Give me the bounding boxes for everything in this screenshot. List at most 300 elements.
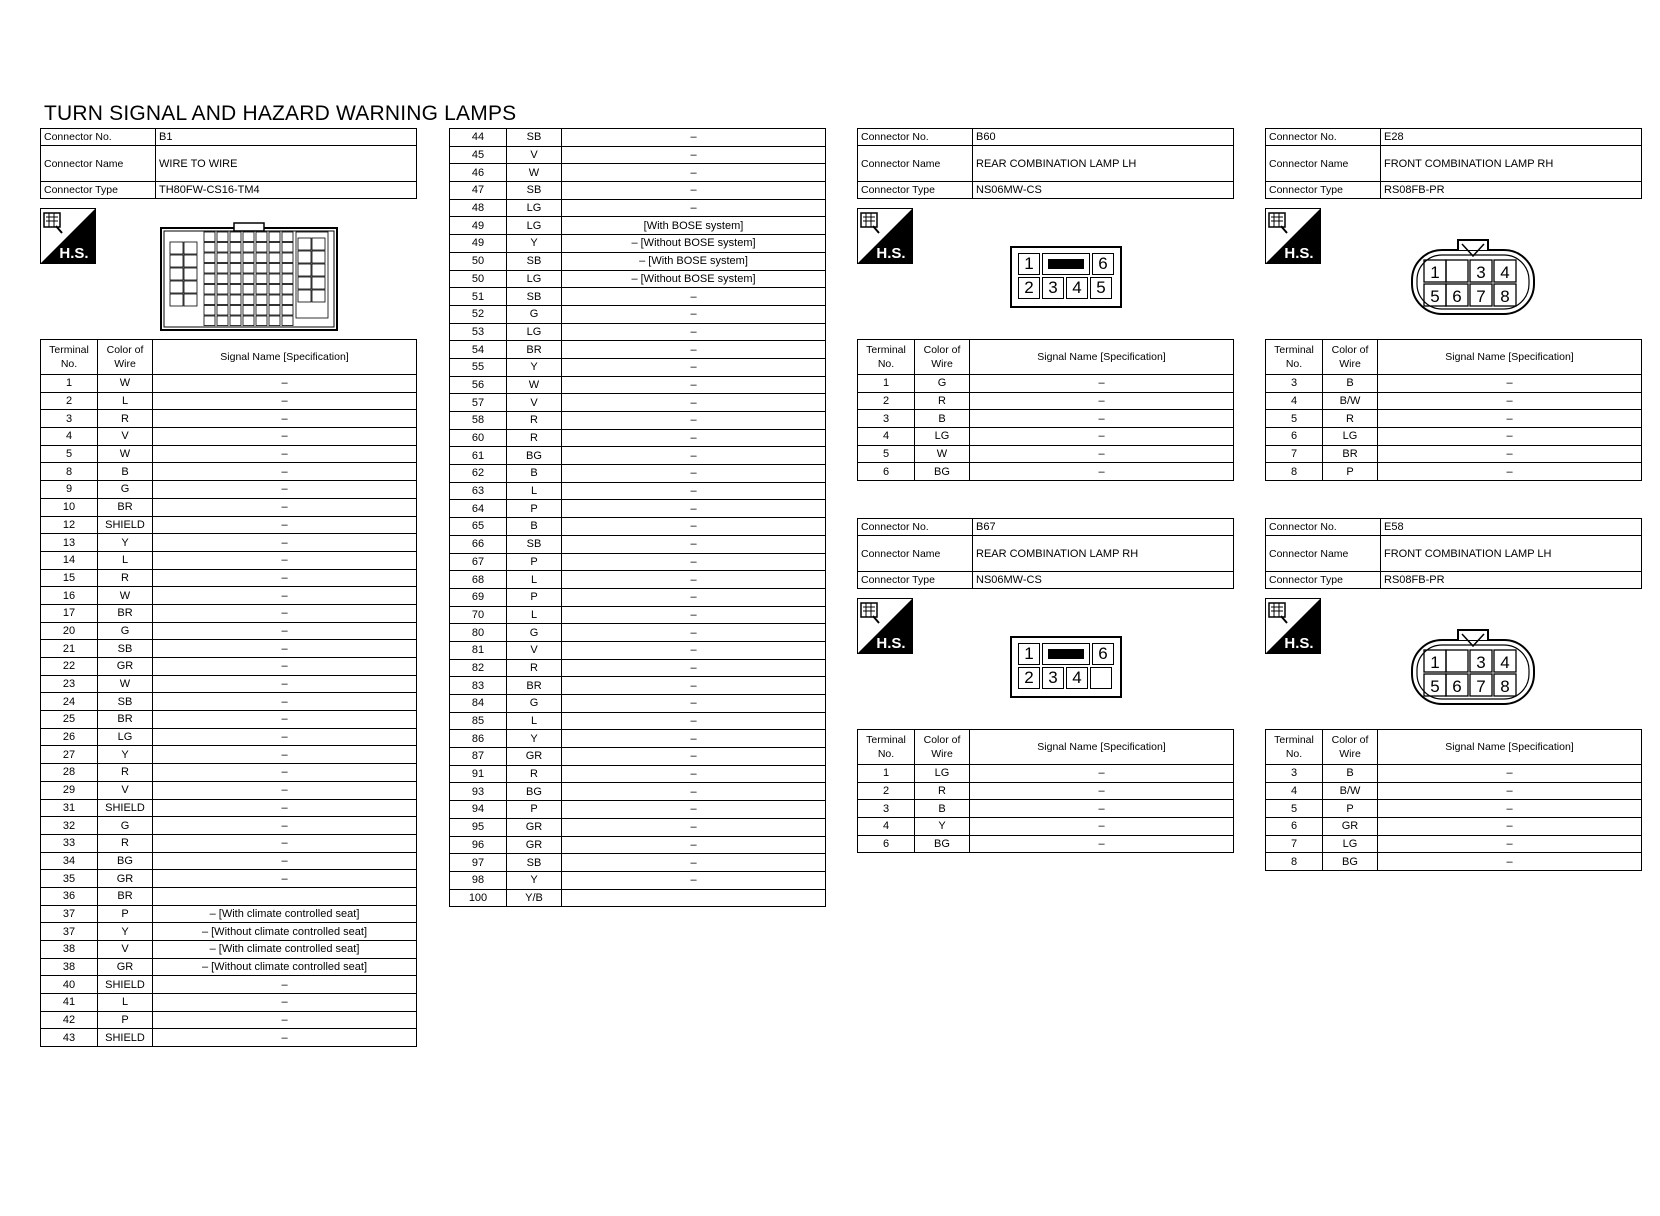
terminal-no-cell: 43 xyxy=(41,1029,98,1047)
b67-connector-face xyxy=(1010,636,1122,698)
signal-name-cell: – xyxy=(153,994,417,1012)
table-row xyxy=(450,712,826,730)
wire-color-cell: B xyxy=(507,518,562,536)
hs-label: H.S. xyxy=(59,245,89,262)
table-row xyxy=(1266,375,1642,393)
terminal-no-cell: 14 xyxy=(41,551,98,569)
wire-color-cell: BR xyxy=(98,604,153,622)
connector-name-value: REAR COMBINATION LAMP LH xyxy=(973,146,1234,182)
terminal-no-cell: 100 xyxy=(450,889,507,907)
table-row xyxy=(41,870,417,888)
wire-color-cell: P xyxy=(98,1011,153,1029)
connector-pin: 6 xyxy=(1452,287,1462,306)
table-row xyxy=(450,412,826,430)
terminal-no-cell: 25 xyxy=(41,711,98,729)
wire-color-cell: R xyxy=(507,429,562,447)
signal-name-cell: – xyxy=(153,481,417,499)
wire-color-cell: L xyxy=(507,606,562,624)
connector-pin: 2 xyxy=(1018,277,1040,299)
table-row xyxy=(1266,428,1642,446)
signal-name-cell: – xyxy=(562,588,826,606)
wire-color-cell: B/W xyxy=(1323,392,1378,410)
terminal-no-cell: 26 xyxy=(41,728,98,746)
terminal-no-cell: 81 xyxy=(450,641,507,659)
table-row xyxy=(41,516,417,534)
signal-name-cell: – xyxy=(562,146,826,164)
connector-name-label: Connector Name xyxy=(858,146,973,182)
signal-name-cell: – xyxy=(1378,853,1642,871)
wire-color-cell: Y xyxy=(507,358,562,376)
terminal-no-cell: 29 xyxy=(41,781,98,799)
harness-side-icon xyxy=(1265,598,1321,654)
signal-name-cell: – xyxy=(153,569,417,587)
connector-type-value: RS08FB-PR xyxy=(1381,182,1642,199)
terminal-no-cell: 2 xyxy=(858,782,915,800)
signal-name-header: Signal Name [Specification] xyxy=(153,340,417,375)
connector-type-value: TH80FW-CS16-TM4 xyxy=(156,182,417,199)
terminal-no-cell: 41 xyxy=(41,994,98,1012)
signal-name-cell: – xyxy=(970,800,1234,818)
table-row xyxy=(1266,765,1642,783)
terminal-no-cell: 55 xyxy=(450,358,507,376)
wire-color-cell: R xyxy=(507,765,562,783)
table-row xyxy=(450,341,826,359)
wire-color-cell: W xyxy=(98,675,153,693)
signal-name-cell: – [Without climate controlled seat] xyxy=(153,923,417,941)
signal-name-cell: – xyxy=(562,659,826,677)
signal-name-cell: – xyxy=(970,818,1234,836)
signal-name-cell: – xyxy=(153,799,417,817)
signal-name-cell: – xyxy=(562,765,826,783)
terminal-no-cell: 38 xyxy=(41,941,98,959)
terminal-no-cell: 82 xyxy=(450,659,507,677)
wire-color-cell: BR xyxy=(507,341,562,359)
table-row xyxy=(41,923,417,941)
terminal-no-cell: 5 xyxy=(1266,800,1323,818)
terminal-no-cell: 97 xyxy=(450,854,507,872)
terminal-no-cell: 4 xyxy=(1266,782,1323,800)
wire-color-cell: R xyxy=(507,659,562,677)
table-row xyxy=(450,270,826,288)
terminal-no-cell: 3 xyxy=(41,410,98,428)
signal-name-cell: – xyxy=(153,410,417,428)
table-row xyxy=(450,447,826,465)
signal-name-cell: – xyxy=(562,606,826,624)
wire-color-cell: Y xyxy=(98,923,153,941)
signal-name-cell: – xyxy=(562,199,826,217)
table-row xyxy=(450,748,826,766)
signal-name-cell: – xyxy=(562,712,826,730)
table-row xyxy=(41,781,417,799)
signal-name-cell: – xyxy=(562,801,826,819)
wire-color-cell: SB xyxy=(98,640,153,658)
terminal-no-cell: 3 xyxy=(1266,765,1323,783)
signal-name-cell: – xyxy=(562,429,826,447)
table-row xyxy=(41,693,417,711)
terminal-no-cell: 22 xyxy=(41,658,98,676)
table-row xyxy=(450,500,826,518)
e58-terminal-table xyxy=(1265,729,1642,871)
connector-pin: 4 xyxy=(1066,667,1088,689)
wire-color-cell: R xyxy=(98,569,153,587)
signal-name-cell: – xyxy=(153,392,417,410)
wire-color-cell: LG xyxy=(98,728,153,746)
terminal-no-cell: 2 xyxy=(41,392,98,410)
connector-pin: 2 xyxy=(1018,667,1040,689)
wire-color-cell: G xyxy=(98,622,153,640)
table-row xyxy=(450,146,826,164)
signal-name-cell: – xyxy=(562,164,826,182)
wire-color-cell: W xyxy=(98,445,153,463)
signal-name-cell xyxy=(562,889,826,907)
wire-color-cell: R xyxy=(915,392,970,410)
table-row xyxy=(41,728,417,746)
harness-side-icon xyxy=(1265,208,1321,264)
signal-name-cell: – xyxy=(562,394,826,412)
wire-color-cell: B/W xyxy=(1323,782,1378,800)
terminal-no-cell: 28 xyxy=(41,764,98,782)
terminal-no-cell: 10 xyxy=(41,498,98,516)
terminal-no-cell: 5 xyxy=(858,445,915,463)
terminal-no-cell: 40 xyxy=(41,976,98,994)
wire-color-cell: SHIELD xyxy=(98,976,153,994)
connector-pin: 1 xyxy=(1430,653,1440,672)
terminal-no-cell: 9 xyxy=(41,481,98,499)
signal-name-cell xyxy=(153,887,417,905)
table-row xyxy=(450,164,826,182)
terminal-no-cell: 32 xyxy=(41,817,98,835)
wire-color-cell: SB xyxy=(507,854,562,872)
table-row xyxy=(1266,835,1642,853)
table-row xyxy=(450,818,826,836)
signal-name-cell: – xyxy=(1378,782,1642,800)
terminal-no-cell: 1 xyxy=(858,375,915,393)
terminal-no-cell: 15 xyxy=(41,569,98,587)
signal-name-cell: [With BOSE system] xyxy=(562,217,826,235)
connector-no-label: Connector No. xyxy=(858,129,973,146)
table-row xyxy=(450,482,826,500)
terminal-no-cell: 49 xyxy=(450,217,507,235)
wire-color-cell: G xyxy=(507,695,562,713)
table-row xyxy=(858,835,1234,853)
signal-name-cell: – xyxy=(562,571,826,589)
terminal-no-header: Terminal No. xyxy=(1266,730,1323,765)
table-row xyxy=(41,445,417,463)
connector-type-label: Connector Type xyxy=(858,182,973,199)
terminal-no-cell: 50 xyxy=(450,270,507,288)
connector-name-value: FRONT COMBINATION LAMP RH xyxy=(1381,146,1642,182)
wire-color-cell: GR xyxy=(98,958,153,976)
signal-name-cell: – xyxy=(562,288,826,306)
table-row xyxy=(858,800,1234,818)
signal-name-cell: – xyxy=(153,463,417,481)
wire-color-cell: BG xyxy=(915,835,970,853)
table-row xyxy=(41,463,417,481)
wire-color-cell: B xyxy=(915,800,970,818)
table-row xyxy=(41,622,417,640)
b1-terminal-table xyxy=(40,339,417,1047)
signal-name-cell: – xyxy=(1378,392,1642,410)
wire-color-cell: BR xyxy=(98,498,153,516)
terminal-no-cell: 44 xyxy=(450,129,507,147)
connector-pin: 1 xyxy=(1018,643,1040,665)
terminal-no-cell: 27 xyxy=(41,746,98,764)
signal-name-cell: – xyxy=(153,445,417,463)
wire-color-cell: L xyxy=(507,712,562,730)
connector-pin: 6 xyxy=(1452,677,1462,696)
table-row xyxy=(858,818,1234,836)
terminal-no-cell: 87 xyxy=(450,748,507,766)
wire-color-cell: B xyxy=(915,410,970,428)
table-row xyxy=(450,854,826,872)
signal-name-cell: – [With climate controlled seat] xyxy=(153,905,417,923)
table-row xyxy=(450,871,826,889)
signal-name-cell: – xyxy=(153,711,417,729)
table-row xyxy=(450,217,826,235)
signal-name-cell: – xyxy=(970,392,1234,410)
connector-type-label: Connector Type xyxy=(41,182,156,199)
terminal-no-cell: 8 xyxy=(41,463,98,481)
connector-pin xyxy=(1090,667,1112,689)
wire-color-cell: B xyxy=(1323,375,1378,393)
signal-name-cell: – xyxy=(970,428,1234,446)
signal-name-cell: – xyxy=(970,765,1234,783)
terminal-no-cell: 5 xyxy=(1266,410,1323,428)
terminal-no-cell: 3 xyxy=(1266,375,1323,393)
signal-name-cell: – xyxy=(562,323,826,341)
table-row xyxy=(450,252,826,270)
e28-terminal-table xyxy=(1265,339,1642,481)
terminal-no-cell: 67 xyxy=(450,553,507,571)
wire-color-header: Color of Wire xyxy=(915,730,970,765)
wire-color-cell: L xyxy=(98,551,153,569)
terminal-no-cell: 1 xyxy=(41,375,98,393)
wire-color-cell: B xyxy=(1323,765,1378,783)
wire-color-cell: V xyxy=(507,641,562,659)
connector-latch xyxy=(1042,253,1090,275)
b1-info-table xyxy=(40,128,417,199)
terminal-no-cell: 64 xyxy=(450,500,507,518)
terminal-no-cell: 93 xyxy=(450,783,507,801)
connector-type-label: Connector Type xyxy=(1266,572,1381,589)
terminal-no-cell: 49 xyxy=(450,235,507,253)
terminal-no-cell: 66 xyxy=(450,535,507,553)
terminal-no-cell: 54 xyxy=(450,341,507,359)
signal-name-cell: – xyxy=(153,658,417,676)
signal-name-cell: – xyxy=(1378,800,1642,818)
signal-name-cell: – xyxy=(562,624,826,642)
connector-no-value: B60 xyxy=(973,129,1234,146)
table-row xyxy=(41,428,417,446)
connector-type-label: Connector Type xyxy=(858,572,973,589)
signal-name-cell: – xyxy=(153,1029,417,1047)
harness-side-icon xyxy=(857,208,913,264)
table-row xyxy=(450,571,826,589)
signal-name-cell: – xyxy=(970,375,1234,393)
terminal-no-cell: 34 xyxy=(41,852,98,870)
wire-color-cell: P xyxy=(1323,463,1378,481)
terminal-no-cell: 96 xyxy=(450,836,507,854)
wire-color-cell: LG xyxy=(507,217,562,235)
signal-name-cell: – xyxy=(1378,375,1642,393)
wire-color-cell: G xyxy=(507,305,562,323)
table-row xyxy=(1266,853,1642,871)
b1-terminal-table-continued xyxy=(449,128,826,907)
wire-color-cell: GR xyxy=(98,658,153,676)
wire-color-cell: SHIELD xyxy=(98,1029,153,1047)
terminal-no-cell: 3 xyxy=(858,410,915,428)
terminal-no-cell: 60 xyxy=(450,429,507,447)
table-row xyxy=(450,394,826,412)
wire-color-cell: LG xyxy=(507,199,562,217)
terminal-no-cell: 80 xyxy=(450,624,507,642)
wire-color-cell: SB xyxy=(507,535,562,553)
wire-color-cell: L xyxy=(98,994,153,1012)
terminal-no-cell: 48 xyxy=(450,199,507,217)
table-row xyxy=(41,498,417,516)
signal-name-cell: – xyxy=(153,428,417,446)
connector-name-label: Connector Name xyxy=(1266,536,1381,572)
signal-name-cell: – xyxy=(562,641,826,659)
table-row xyxy=(450,677,826,695)
connector-pin: 7 xyxy=(1476,287,1486,306)
terminal-no-cell: 35 xyxy=(41,870,98,888)
wire-color-cell: Y xyxy=(915,818,970,836)
wire-color-header: Color of Wire xyxy=(1323,730,1378,765)
connector-pin: 7 xyxy=(1476,677,1486,696)
signal-name-cell: – xyxy=(562,730,826,748)
signal-name-cell: – xyxy=(562,535,826,553)
signal-name-cell: – xyxy=(153,852,417,870)
connector-pin: 1 xyxy=(1018,253,1040,275)
wire-color-cell: BR xyxy=(98,711,153,729)
wire-color-cell: GR xyxy=(507,748,562,766)
wire-color-cell: LG xyxy=(1323,835,1378,853)
terminal-no-cell: 21 xyxy=(41,640,98,658)
table-row xyxy=(858,392,1234,410)
e28-connector-face xyxy=(1410,238,1536,316)
terminal-no-cell: 63 xyxy=(450,482,507,500)
table-row xyxy=(450,305,826,323)
terminal-no-cell: 4 xyxy=(858,818,915,836)
terminal-no-cell: 1 xyxy=(858,765,915,783)
signal-name-cell: – xyxy=(153,375,417,393)
wire-color-cell: GR xyxy=(507,818,562,836)
wire-color-cell: G xyxy=(915,375,970,393)
wire-color-cell: LG xyxy=(507,270,562,288)
terminal-no-cell: 37 xyxy=(41,923,98,941)
wire-color-cell: L xyxy=(98,392,153,410)
terminal-no-cell: 38 xyxy=(41,958,98,976)
terminal-no-cell: 47 xyxy=(450,182,507,200)
terminal-no-header: Terminal No. xyxy=(858,730,915,765)
signal-name-cell: – xyxy=(153,834,417,852)
signal-name-cell: – xyxy=(562,358,826,376)
table-row xyxy=(1266,392,1642,410)
hs-label: H.S. xyxy=(876,635,906,652)
table-row xyxy=(41,569,417,587)
terminal-no-cell: 23 xyxy=(41,675,98,693)
wire-color-cell: B xyxy=(507,465,562,483)
table-row xyxy=(41,1029,417,1047)
signal-name-cell: – xyxy=(153,746,417,764)
connector-type-label: Connector Type xyxy=(1266,182,1381,199)
table-row xyxy=(41,834,417,852)
terminal-no-cell: 61 xyxy=(450,447,507,465)
harness-side-icon xyxy=(857,598,913,654)
terminal-no-cell: 65 xyxy=(450,518,507,536)
signal-name-header: Signal Name [Specification] xyxy=(970,340,1234,375)
wire-color-cell: R xyxy=(98,834,153,852)
signal-name-cell: – xyxy=(562,500,826,518)
table-row xyxy=(41,905,417,923)
table-row xyxy=(41,958,417,976)
connector-pin: 6 xyxy=(1092,253,1114,275)
connector-pin: 4 xyxy=(1500,653,1510,672)
signal-name-cell: – xyxy=(562,677,826,695)
terminal-no-cell: 68 xyxy=(450,571,507,589)
table-row xyxy=(41,817,417,835)
terminal-no-cell: 86 xyxy=(450,730,507,748)
b1-connector-face xyxy=(160,222,338,332)
signal-name-cell: – xyxy=(562,836,826,854)
signal-name-cell: – xyxy=(970,410,1234,428)
terminal-no-cell: 3 xyxy=(858,800,915,818)
connector-no-value: E28 xyxy=(1381,129,1642,146)
terminal-no-cell: 13 xyxy=(41,534,98,552)
connector-name-label: Connector Name xyxy=(41,146,156,182)
signal-name-cell: – xyxy=(562,695,826,713)
connector-name-value: FRONT COMBINATION LAMP LH xyxy=(1381,536,1642,572)
terminal-no-cell: 6 xyxy=(1266,428,1323,446)
table-row xyxy=(41,534,417,552)
table-row xyxy=(450,199,826,217)
signal-name-cell: – xyxy=(153,976,417,994)
wire-color-cell: W xyxy=(915,445,970,463)
b67-terminal-table xyxy=(857,729,1234,853)
terminal-no-cell: 7 xyxy=(1266,445,1323,463)
connector-pin: 1 xyxy=(1430,263,1440,282)
wire-color-cell: P xyxy=(507,588,562,606)
hs-label: H.S. xyxy=(1284,635,1314,652)
table-row xyxy=(1266,782,1642,800)
terminal-no-cell: 85 xyxy=(450,712,507,730)
wire-color-cell: BR xyxy=(98,887,153,905)
wire-color-cell: V xyxy=(98,428,153,446)
table-row xyxy=(41,658,417,676)
b67-info-table xyxy=(857,518,1234,589)
terminal-no-cell: 83 xyxy=(450,677,507,695)
terminal-no-cell: 57 xyxy=(450,394,507,412)
signal-name-cell: – xyxy=(153,870,417,888)
terminal-no-cell: 62 xyxy=(450,465,507,483)
connector-pin: 5 xyxy=(1090,277,1112,299)
terminal-no-cell: 33 xyxy=(41,834,98,852)
table-row xyxy=(41,746,417,764)
wire-color-cell: V xyxy=(507,394,562,412)
signal-name-cell: – [With climate controlled seat] xyxy=(153,941,417,959)
connector-pin: 5 xyxy=(1430,677,1440,696)
wire-color-cell: L xyxy=(507,482,562,500)
terminal-no-cell: 17 xyxy=(41,604,98,622)
wire-color-cell: Y xyxy=(507,871,562,889)
signal-name-cell: – xyxy=(1378,765,1642,783)
wire-color-cell: BG xyxy=(507,783,562,801)
wire-color-cell: Y xyxy=(507,730,562,748)
table-row xyxy=(1266,463,1642,481)
e58-connector-face xyxy=(1410,628,1536,706)
wire-color-cell: LG xyxy=(507,323,562,341)
